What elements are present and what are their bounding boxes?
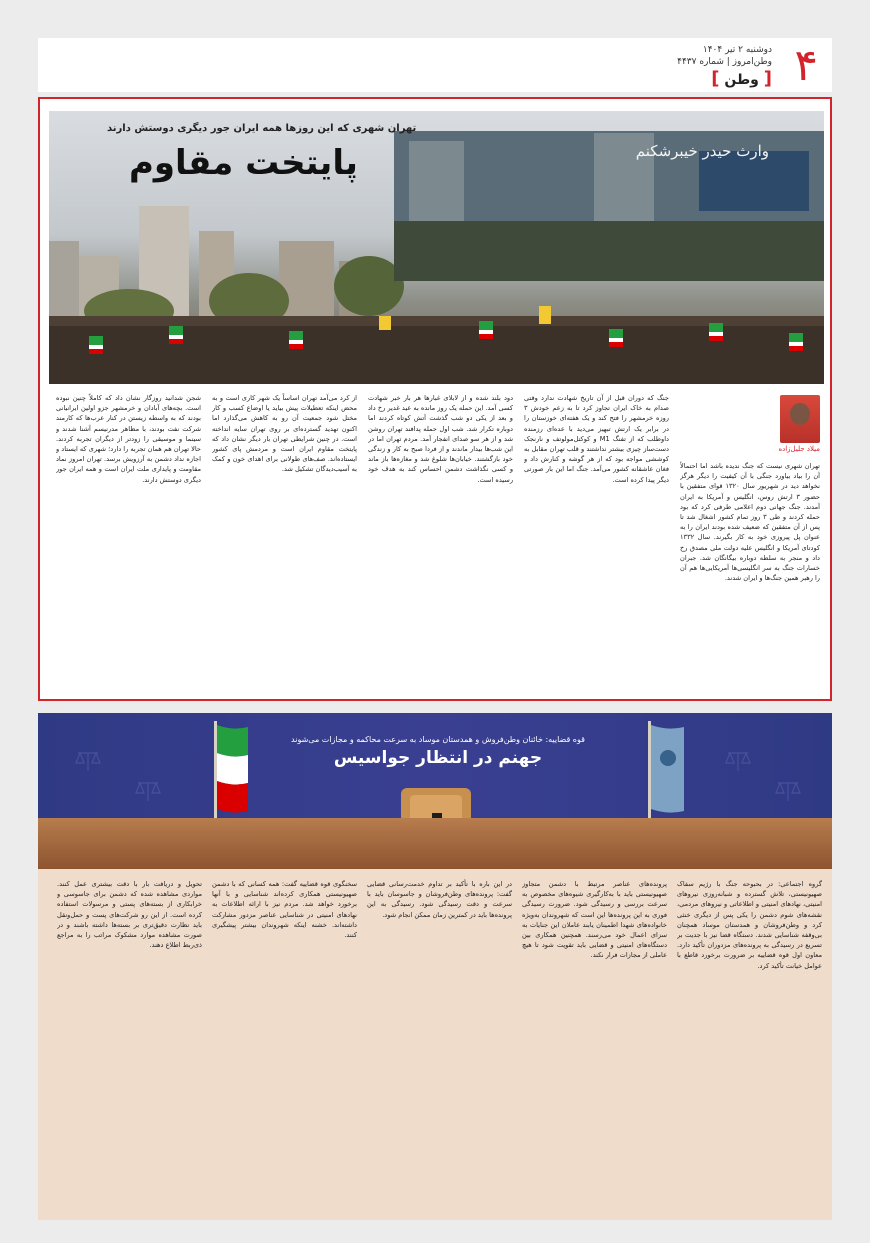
section-name: وطن xyxy=(724,72,759,88)
secondary-article xyxy=(38,869,832,1220)
secondary-column-1: گروه اجتماعی: در بحبوحه جنگ با رژیم سفاک صهیونیستی، تلاش گسترده و شبانه‌روزی نیروهای امنیتی، نهادهای امنیتی و اطلاعاتی و نیروهای مردمی، نقشه‌های شوم دشمن را یکی پس از دیگری خنثی کرد و وطن‌فروشان و همدستان موساد همچنان بی‌وقفه شناسایی شدند. دستگاه قضا نیز با جدیت بر تسریع در رسیدگی به پرونده‌های مزدوران تأکید دارد. معاون اول قوه قضاییه بر ضرورت برخورد قاطع با عوامل خیانت تأکید کرد. xyxy=(677,880,822,970)
article-column-3: دود بلند شده و از لابلای غبارها هر بار خبر شهادت کسی آمد. این حمله یک روز مانده به عید غدیر رخ داد و بعد از یکی دو شب گذشت آتش کوتاه کردند اما دوباره تکرار شد. شب اول حمله پدافند تهران روشن شد و از هر سو صدای انفجار آمد. مردم تهران اما در این شب‌ها بیدار ماندند و از فردا صبح به کار و زندگی خود بازگشتند. خیابان‌ها شلوغ شد و مغازه‌ها باز ماند و کسی نگذاشت دشمن احساس کند به هدف خود رسیده است. xyxy=(368,394,513,484)
article-kicker: تهران شهری که این روزها همه ایران جور دیگری دوستش دارند xyxy=(107,123,417,134)
article-title: پایتخت مقاوم xyxy=(129,143,358,183)
author-byline xyxy=(732,395,820,459)
issue-date: دوشنبه ۲ تیر ۱۴۰۴ xyxy=(702,45,772,55)
secondary-column-3: در این باره با تأکید بر تداوم خدمت‌رسانی قضایی گفت: پرونده‌های وطن‌فروشان و جاسوسان باید با سرعت و دقت رسیدگی شود. رسیدگی به این پرونده‌ها باید در کمترین زمان ممکن انجام شود. xyxy=(367,880,512,919)
article-column-4: از کرد می‌آمد تهران اساساً یک شهر کاری است و به محض اینکه تعطیلات پیش بیاید یا اوضاع کسب و کار مختل شود جمعیت آن رو به کاهش می‌گذارد اما اکنون تهدید گسترده‌ای بر روی تهران سایه انداخته است. در چنین شرایطی تهران بار دیگر نشان داد که پایتخت مقاوم ایران است و مردمش پای کشور ایستاده‌اند. صف‌های طولانی برای اهدای خون و کمک به آسیب‌دیدگان تشکیل شد. xyxy=(212,394,357,474)
article-column-1: تهران شهری نیست که جنگ ندیده باشد اما احتمالاً آن را بیاد بیاورد جنگی با آن کیفیت را دیگر هرگز نخواهد دید در شهریور سال ۱۳۲۰ قوای متفقین با حضور ۳ ارتش روس، انگلیس و آمریکا به ایران آمدند. جنگ جهانی دوم اعلامی طرفی کرد که بود حمله کردند و طی ۳ روز تمام کشور اشغال شد تا پس از آن متفقین که ضعیف شده بودند ایران را به عنوان پل پیروزی خود به کار بگیرند. سال ۱۳۳۲ کودتای آمریکا و انگلیس علیه دولت ملی مصدق رخ داد و منجر به سلطه دوباره بیگانگان شد. جبران خسارات جنگ به سر انگلیسی‌ها آمریکایی‌ها هم آن را رهبر همین جنگ‌ها و ایران شدند. xyxy=(680,462,820,583)
banner-title: جهنم در انتظار جواسیس xyxy=(333,748,543,768)
section-banner xyxy=(38,713,832,869)
hero-photo xyxy=(49,111,824,384)
page-number: ۴ xyxy=(794,40,818,91)
issue-number: وطن‌امروز | شماره ۴۴۳۷ xyxy=(677,57,772,67)
issue-info xyxy=(677,44,772,68)
section-label: [ وطن ] xyxy=(711,68,772,89)
banner-kicker: قوه قضاییه: خائنان وطن‌فروش و همدستان موساد به سرعت محاکمه و مجازات می‌شوند xyxy=(291,735,585,744)
page-header xyxy=(38,38,832,92)
mural-text: وارث حیدر خیبرشکنم xyxy=(635,142,769,160)
article-column-2: جنگ که دوران قبل از آن تاریخ شهادت ندارد وقتی صدام به خاک ایران تجاوز کرد تا به زعم خودش ۳ روزه خرمشهر را فتح کند و یک هفته‌ای خوزستان را در برابر یک ارتش تبهیز می‌دید با عده‌ای رزمنده داوطلب که از تفنگ M1 و کوکتل‌مولوتف و نارنجک دست‌ساز چیزی بیشتر نداشتند و قلب تهران مقابل به کوششی مواجه بود که از هر گوشه و کنارش داد و فغان عاشقانه کشور می‌آمد. جنگ اما این بار صورتی دیگر پیدا کرده است. xyxy=(524,394,669,484)
author-photo xyxy=(780,395,820,443)
secondary-column-2: پرونده‌های عناصر مرتبط با دشمن متجاوز صهیونیستی باید با به‌کارگیری شیوه‌های مخصوص به سرعت بررسی و رسیدگی شود. ضرورت رسیدگی فوری به این پرونده‌ها این است که شهروندان به‌ویژه خانواده‌های شهدا اطمینان یابند عاملان این جنایات به سزای اعمال خود می‌رسند. همچنین همکاری بین دستگاه‌های امنیتی و قضایی باید تقویت شود تا هیچ عاملی از مجازات فرار نکند. xyxy=(522,880,667,960)
article-column-5: شجن شدانید روزگار نشان داد که کاملاً چنین نبوده است. بچه‌های آبادان و خرمشهر جزو اولین ایرانیانی بودند که به واسطه زیستن در کنار عرب‌ها که کارمند شرکت نفت بودند، با مظاهر مدرنیسم آشنا شدند و سینما و موسیقی را زودتر از دیگران تجربه کردند. حالا تهران هم همان تجربه را دارد؛ شهری که ایستاد و اجازه نداد دشمن به آرزویش برسد. تهران امروز نماد مقاومت و پایداری ملت ایران است و همه ایران جور دیگری دوستش دارند. xyxy=(56,394,201,484)
banner-floor xyxy=(38,818,832,869)
secondary-column-5: تحویل و دریافت بار با دقت بیشتری عمل کنند. مواردی مشاهده شده که دشمن برای جاسوسی و خرابکاری از بسته‌های پستی و مرسولات استفاده کرده است. از این رو شرکت‌های پست و حمل‌ونقل باید نظارت دقیق‌تری بر بسته‌ها داشته باشند و در صورت مشاهده موارد مشکوک مراتب را به مراجع ذی‌ربط اطلاع دهند. xyxy=(57,880,202,950)
secondary-column-4: سخنگوی قوه قضاییه گفت: همه کسانی که با دشمن صهیونیستی همکاری کرده‌اند شناسایی و با آنها برخورد خواهد شد. مردم نیز با ارائه اطلاعات به نهادهای امنیتی در شناسایی عناصر مزدور مشارکت داشته‌اند. خشنه اینکه شهروندان بیشتر پیشگیری کنند. xyxy=(212,880,357,940)
author-name: میلاد جلیل‌زاده xyxy=(778,445,820,453)
main-article xyxy=(38,97,832,701)
